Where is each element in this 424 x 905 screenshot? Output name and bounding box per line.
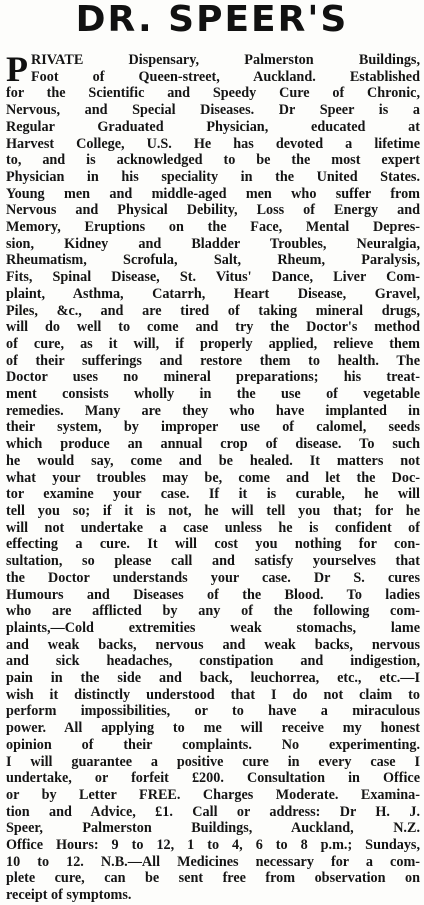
text-line: he would say, come and be healed. It matters not (6, 452, 420, 469)
text-line: to, and is acknowledged to be the most expert (6, 152, 420, 169)
text-line: receipt of symptoms. (6, 887, 132, 904)
text-line: Foot of Queen-street, Auckland. Established (31, 68, 420, 85)
text-line: opinion of their complaints. No experimenting. (6, 736, 420, 753)
text-line: Piles, &c., and are tired of taking mineral drugs, (6, 302, 420, 319)
text-line: effecting a cure. It will cost you nothing for con- (6, 536, 420, 553)
text-line: their system, by improper use of calomel, seeds (6, 419, 420, 436)
text-line: sultation, so please call and satisfy yourselves that (6, 553, 420, 570)
text-line: will do well to come and try the Doctor's method (6, 319, 420, 336)
text-line: Nervous, and Special Diseases. Dr Speer is a (6, 102, 420, 119)
text-line: will not undertake a case unless he is confident of (6, 519, 420, 536)
text-line: of cure, as it will, if properly applied, relieve them (6, 335, 420, 352)
text-line: for the Scientific and Speedy Cure of Chronic, (6, 85, 420, 102)
text-line: Physician in his speciality in the United States. (6, 168, 420, 185)
text-line: pain in the side and back, leuchorrea, etc., etc.—I (6, 670, 420, 687)
text-line: Speer, Palmerston Buildings, Auckland, N.Z. (6, 820, 420, 837)
text-line: Memory, Eruptions on the Face, Mental Depres- (6, 219, 420, 236)
text-line: tion and Advice, £1. Call or address: Dr H. J. (6, 803, 420, 820)
text-line: Regular Graduated Physician, educated at (6, 118, 420, 135)
text-line: plaint, Asthma, Catarrh, Heart Disease, Gravel, (6, 285, 420, 302)
text-line: or by Letter FREE. Charges Moderate. Examina- (6, 786, 420, 803)
text-line: Humours and Diseases of the Blood. To ladies (6, 586, 420, 603)
text-line: what your troubles may be, come and let the Doc- (6, 469, 420, 486)
text-line: plaints,—Cold extremities weak stomachs, lame (6, 619, 420, 636)
text-line: Doctor uses no mineral preparations; his treat- (6, 369, 420, 386)
text-line: ment consists wholly in the use of vegetable (6, 386, 420, 403)
text-line: Harvest College, U.S. He has devoted a lifetime (6, 135, 420, 152)
text-line: Office Hours: 9 to 12, 1 to 4, 6 to 8 p.m.; Sundays, (6, 837, 420, 854)
text-line: and sick headaches, constipation and indigestion, (6, 653, 420, 670)
text-line: who are afflicted by any of the following com- (6, 603, 420, 620)
text-line: RIVATE Dispensary, Palmerston Buildings, (31, 52, 420, 68)
advertisement-body (6, 49, 420, 904)
text-line: 10 to 12. N.B.—All Medicines necessary for a com- (6, 853, 420, 870)
text-line: undertake, or forfeit £200. Consultation in Office (6, 770, 420, 787)
text-line: Nervous and Physical Debility, Loss of Energy and (6, 202, 420, 219)
text-line: wish it distinctly understood that I do not claim to (6, 686, 420, 703)
text-line: tor examine your case. If it is curable, he will (6, 486, 420, 503)
text-line: tell you so; if it is not, he will tell you that; for he (6, 502, 420, 519)
text-line: remedies. Many are they who have implanted in (6, 402, 420, 419)
text-line: of their sufferings and restore them to health. The (6, 352, 420, 369)
text-line: Young men and middle-aged men who suffer from (6, 185, 420, 202)
drop-cap: P (6, 49, 28, 89)
text-line: the Doctor understands your case. Dr S. cures (6, 569, 420, 586)
text-line: which produce an annual crop of disease. To such (6, 436, 420, 453)
text-line: plete cure, can be sent free from observation on (6, 870, 420, 887)
text-line: power. All applying to me will receive my honest (6, 720, 420, 737)
text-line: and weak backs, nervous and weak backs, nervous (6, 636, 420, 653)
text-line: I will guarantee a positive cure in every case I (6, 753, 420, 770)
headline: DR. SPEER'S (75, 0, 349, 40)
text-line: perform impossibilities, or to have a miraculous (6, 703, 420, 720)
text-line: Fits, Spinal Disease, St. Vitus' Dance, Liver Com- (6, 269, 420, 286)
text-line: sion, Kidney and Bladder Troubles, Neuralgia, (6, 235, 420, 252)
text-line: Rheumatism, Scrofula, Salt, Rheum, Paralysis, (6, 252, 420, 269)
